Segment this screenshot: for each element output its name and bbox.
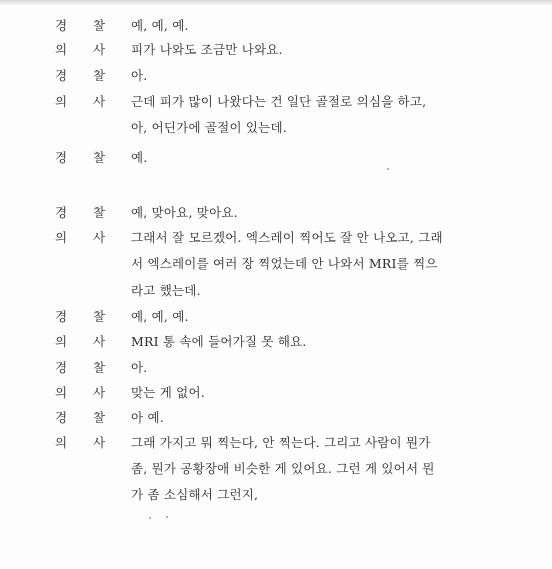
utterance-text: MRI 통 속에 들어가질 못 해요. xyxy=(131,334,307,349)
transcript-line xyxy=(0,483,552,507)
speaker-label: 경 찰 xyxy=(55,68,117,83)
utterance-text: 피가 나와도 조금만 나와요. xyxy=(131,42,283,57)
transcript-line xyxy=(0,406,552,430)
speaker-label: 의 사 xyxy=(55,334,117,349)
speaker-label: 경 찰 xyxy=(55,205,117,220)
transcript-line xyxy=(0,305,552,329)
transcript-line xyxy=(0,38,552,62)
speaker-label: 의 사 xyxy=(55,435,117,450)
utterance-text: 예. xyxy=(131,150,148,165)
speaker-label: 의 사 xyxy=(55,42,117,57)
utterance-text: 아, 어딘가에 골절이 있는데. xyxy=(131,120,287,135)
scan-speck xyxy=(387,168,389,170)
utterance-text: 예, 맞아요, 맞아요. xyxy=(131,205,238,220)
utterance-text: 가 좀 소심해서 그런지, xyxy=(131,487,259,502)
transcript-line xyxy=(0,356,552,380)
utterance-text: 예, 예, 예. xyxy=(131,18,189,33)
transcript-line xyxy=(0,90,552,114)
scan-speck xyxy=(166,516,168,518)
speaker-label: 의 사 xyxy=(55,230,117,245)
speaker-label: 경 찰 xyxy=(55,360,117,375)
speaker-label: 경 찰 xyxy=(55,309,117,324)
transcript-line xyxy=(0,457,552,481)
utterance-text: 맞는 게 없어. xyxy=(131,385,205,400)
scan-speck xyxy=(149,517,151,519)
speaker-label: 경 찰 xyxy=(55,410,117,425)
utterance-text: 그래 가지고 뭐 찍는다, 안 찍는다. 그리고 사람이 뭔가 xyxy=(131,435,431,450)
utterance-text: 라고 했는데. xyxy=(131,283,201,298)
transcript-line xyxy=(0,116,552,140)
transcript-line xyxy=(0,330,552,354)
utterance-text: 좀, 뭔가 공황장애 비슷한 게 있어요. 그런 게 있어서 뭔 xyxy=(131,461,435,476)
transcript-line xyxy=(0,201,552,225)
transcript-line xyxy=(0,279,552,303)
transcript-line xyxy=(0,64,552,88)
utterance-text: 예, 예, 예. xyxy=(131,309,189,324)
speaker-label: 의 사 xyxy=(55,94,117,109)
transcript-line xyxy=(0,146,552,170)
transcript-line xyxy=(0,381,552,405)
speaker-label: 의 사 xyxy=(55,385,117,400)
scan-edge-shadow xyxy=(0,0,552,6)
utterance-text: 서 엑스레이를 여러 장 찍었는데 안 나와서 MRI를 찍으 xyxy=(131,256,438,271)
utterance-text: 아 예. xyxy=(131,410,164,425)
transcript-line xyxy=(0,14,552,38)
transcript-line xyxy=(0,252,552,276)
utterance-text: 그래서 잘 모르겠어. 엑스레이 찍어도 잘 안 나오고, 그래 xyxy=(131,230,443,245)
speaker-label: 경 찰 xyxy=(55,18,117,33)
utterance-text: 아. xyxy=(131,68,148,83)
transcript-line xyxy=(0,431,552,455)
utterance-text: 아. xyxy=(131,360,148,375)
speaker-label: 경 찰 xyxy=(55,150,117,165)
utterance-text: 근데 피가 많이 나왔다는 건 일단 골절로 의심을 하고, xyxy=(131,94,427,109)
transcript-line xyxy=(0,226,552,250)
